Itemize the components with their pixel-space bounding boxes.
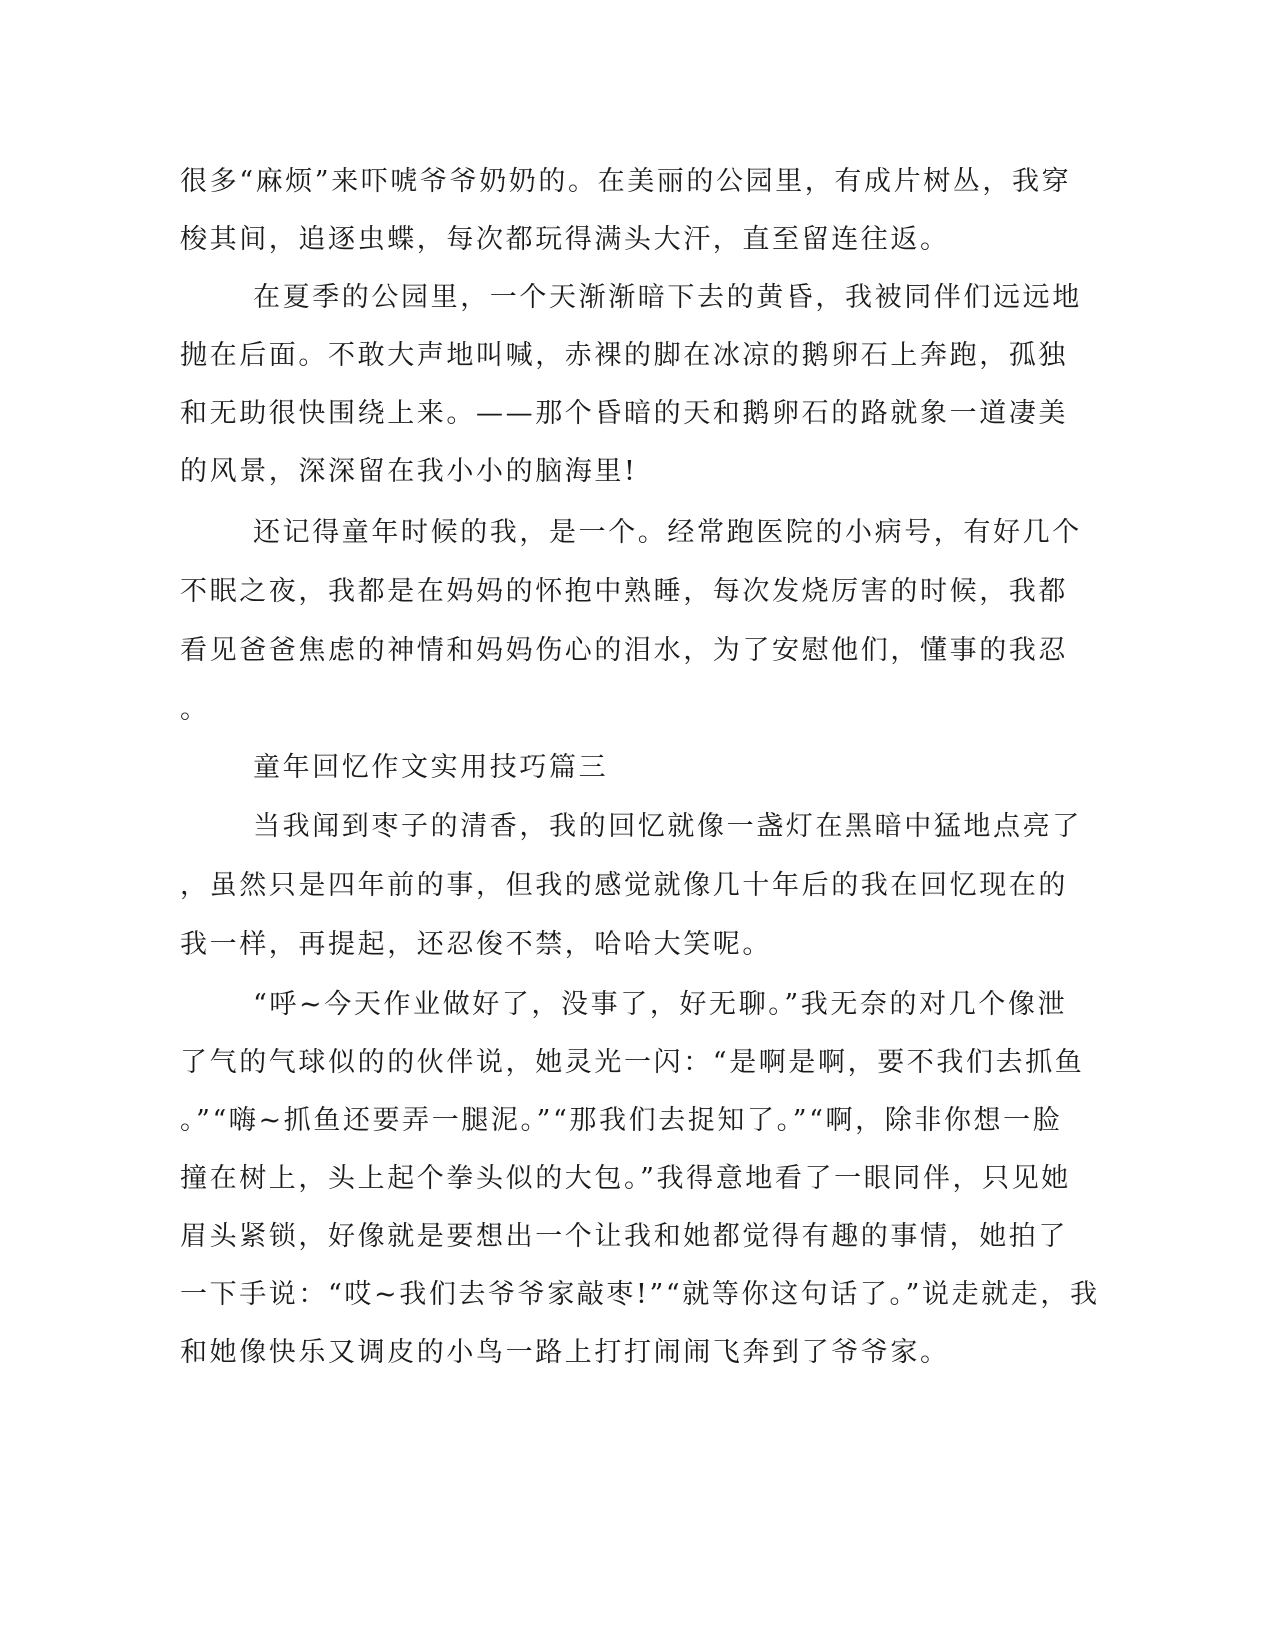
text-line: 一下手说：“哎~我们去爷爷家敲枣!”“就等你这句话了。”说走就走，我 — [180, 1279, 1100, 1310]
text-line: 了气的气球似的的伙伴说，她灵光一闪：“是啊是啊，要不我们去抓鱼 — [180, 1047, 1085, 1078]
text-line: 很多“麻烦”来吓唬爷爷奶奶的。在美丽的公园里，有成片树丛，我穿 — [180, 166, 1072, 197]
text-line: 和她像快乐又调皮的小鸟一路上打打闹闹飞奔到了爷爷家。 — [180, 1337, 950, 1368]
paragraph-first-line: “呼~今天作业做好了，没事了，好无聊。”我无奈的对几个像泄 — [253, 989, 1068, 1020]
text-line: 抛在后面。不敢大声地叫喊，赤裸的脚在冰凉的鹅卵石上奔跑，孤独 — [180, 340, 1068, 371]
text-line: 不眠之夜，我都是在妈妈的怀抱中熟睡，每次发烧厉害的时候，我都 — [180, 576, 1068, 607]
paragraph-first-line: 当我闻到枣子的清香，我的回忆就像一盏灯在黑暗中猛地点亮了 — [253, 811, 1082, 842]
text-line: 撞在树上，头上起个拳头似的大包。”我得意地看了一眼同伴，只见她 — [180, 1163, 1071, 1194]
text-line: 看见爸爸焦虑的神情和妈妈伤心的泪水，为了安慰他们，懂事的我忍 — [180, 635, 1068, 666]
text-line: 我一样，再提起，还忍俊不禁，哈哈大笑呢。 — [180, 929, 772, 960]
text-line: 。”“嗨~抓鱼还要弄一腿泥。”“那我们去捉知了。”“啊，除非你想一脸 — [180, 1105, 1063, 1136]
paragraph-first-line: 还记得童年时候的我，是一个。经常跑医院的小病号，有好几个 — [253, 517, 1082, 548]
text-line: 眉头紧锁，好像就是要想出一个让我和她都觉得有趣的事情，她拍了 — [180, 1221, 1068, 1252]
text-line: 的风景，深深留在我小小的脑海里! — [180, 456, 638, 487]
paragraph-first-line: 在夏季的公园里，一个天渐渐暗下去的黄昏，我被同伴们远远地 — [253, 282, 1082, 313]
text-line: ，虽然只是四年前的事，但我的感觉就像几十年后的我在回忆现在的 — [180, 870, 1068, 901]
text-line: 和无助很快围绕上来。——那个昏暗的天和鹅卵石的路就象一道凄美 — [180, 398, 1068, 429]
text-line: 梭其间，追逐虫蝶，每次都玩得满头大汗，直至留连往返。 — [180, 224, 950, 255]
text-line: 。 — [180, 694, 210, 725]
section-heading: 童年回忆作文实用技巧篇三 — [253, 752, 609, 783]
